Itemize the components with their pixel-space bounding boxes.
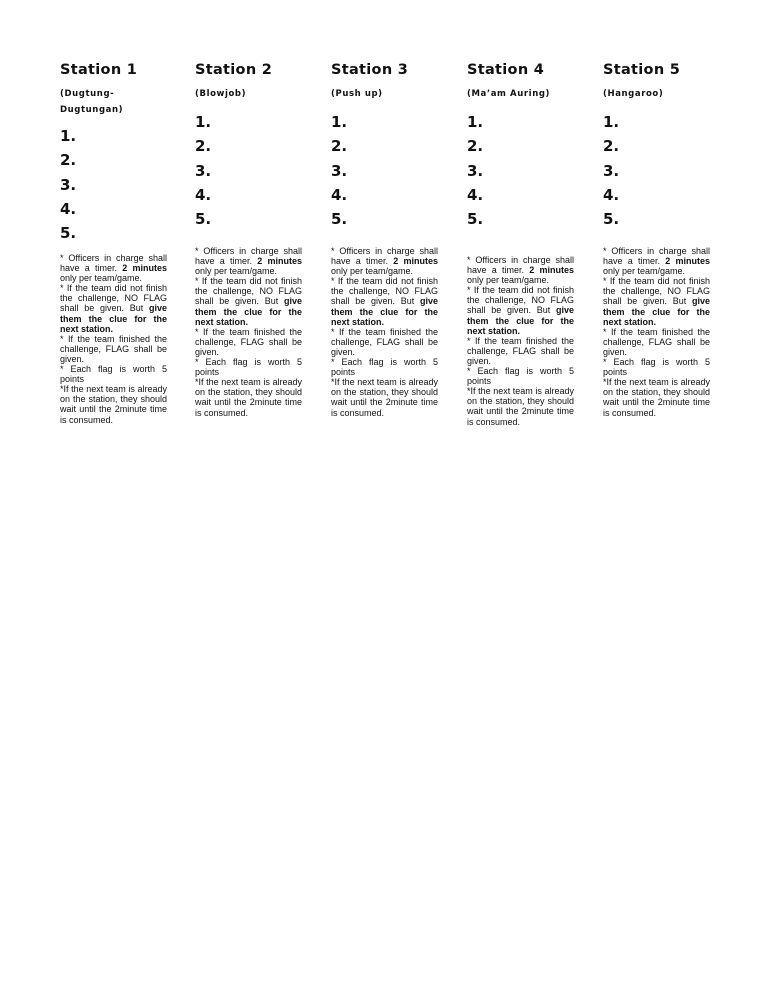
list-item: 2. <box>331 137 348 156</box>
rule-flag-given: * If the team finished the challenge, FLAG shall be given. <box>603 326 710 357</box>
list-item: 3. <box>467 161 484 180</box>
station-rules <box>60 253 167 425</box>
list-item: 4. <box>603 185 620 204</box>
list-item: 2. <box>467 137 484 156</box>
list-item: 2. <box>195 137 212 156</box>
station-subtitle: (Push up) <box>331 89 383 99</box>
rule-flag-worth: * Each flag is worth 5 points <box>467 366 574 387</box>
list-item: 5. <box>467 210 484 229</box>
rule-flag-given: * If the team finished the challenge, FLAG shall be given. <box>331 326 438 357</box>
station-rules <box>331 246 438 418</box>
list-item: 4. <box>467 185 484 204</box>
rule-flag-given: * If the team finished the challenge, FLAG shall be given. <box>195 326 302 357</box>
list-item: 1. <box>60 127 77 145</box>
rule-timer: * Officers in charge shall have a timer. 2 minutes only per team/game. <box>195 246 302 277</box>
rule-flag-worth: * Each flag is worth 5 points <box>331 357 438 378</box>
list-item: 5. <box>60 224 77 243</box>
station-rules <box>603 246 710 418</box>
rule-no-flag: * If the team did not finish the challenge, NO FLAG shall be given. But give them the clue for the next station. <box>60 283 167 334</box>
station-title: Station 4 <box>467 62 545 78</box>
list-item: 2. <box>603 137 620 156</box>
rule-timer: * Officers in charge shall have a timer. 2 minutes only per team/game. <box>467 255 574 286</box>
rule-next-team: *If the next team is already on the station, they should wait until the 2minute time is consumed. <box>331 377 438 418</box>
rule-next-team: *If the next team is already on the station, they should wait until the 2minute time is consumed. <box>603 377 710 418</box>
list-item: 5. <box>195 210 212 229</box>
station-rules <box>467 255 574 427</box>
list-item: 3. <box>331 161 348 180</box>
list-item: 3. <box>60 175 77 194</box>
rule-timer: * Officers in charge shall have a timer. 2 minutes only per team/game. <box>603 246 710 277</box>
station-title: Station 5 <box>603 62 681 78</box>
rule-next-team: *If the next team is already on the station, they should wait until the 2minute time is consumed. <box>467 386 574 427</box>
numbered-list <box>331 110 347 231</box>
list-item: 4. <box>60 199 77 218</box>
rule-no-flag: * If the team did not finish the challenge, NO FLAG shall be given. But give them the clue for the next station. <box>603 276 710 327</box>
list-item: 5. <box>603 210 620 229</box>
rule-flag-worth: * Each flag is worth 5 points <box>60 364 167 385</box>
list-item: 3. <box>195 161 212 180</box>
numbered-list <box>603 110 619 231</box>
list-item: 4. <box>195 185 212 204</box>
station-title: Station 2 <box>195 62 273 78</box>
rule-no-flag: * If the team did not finish the challenge, NO FLAG shall be given. But give them the clue for the next station. <box>331 276 438 327</box>
rule-no-flag: * If the team did not finish the challenge, NO FLAG shall be given. But give them the clue for the next station. <box>467 285 574 336</box>
list-item: 1. <box>603 113 620 131</box>
rule-next-team: *If the next team is already on the station, they should wait until the 2minute time is consumed. <box>195 377 302 418</box>
rule-timer: * Officers in charge shall have a timer. 2 minutes only per team/game. <box>60 253 167 284</box>
station-subtitle: (Blowjob) <box>195 89 247 99</box>
station-title: Station 3 <box>331 62 409 78</box>
list-item: 4. <box>331 185 348 204</box>
rule-timer: * Officers in charge shall have a timer. 2 minutes only per team/game. <box>331 246 438 277</box>
numbered-list <box>60 124 76 245</box>
list-item: 3. <box>603 161 620 180</box>
list-item: 1. <box>331 113 348 131</box>
station-subtitle: (Dugtung-Dugtungan) <box>60 89 124 115</box>
rule-flag-given: * If the team finished the challenge, FLAG shall be given. <box>60 333 167 364</box>
rule-next-team: *If the next team is already on the station, they should wait until the 2minute time is consumed. <box>60 384 167 425</box>
numbered-list <box>467 110 483 231</box>
station-subtitle: (Hangaroo) <box>603 89 664 99</box>
station-rules <box>195 246 302 418</box>
rule-no-flag: * If the team did not finish the challenge, NO FLAG shall be given. But give them the clue for the next station. <box>195 276 302 327</box>
list-item: 2. <box>60 151 77 170</box>
station-subtitle: (Ma’am Auring) <box>467 89 551 99</box>
list-item: 1. <box>195 113 212 131</box>
rule-flag-given: * If the team finished the challenge, FLAG shall be given. <box>467 335 574 366</box>
rule-flag-worth: * Each flag is worth 5 points <box>195 357 302 378</box>
station-title: Station 1 <box>60 62 138 78</box>
list-item: 5. <box>331 210 348 229</box>
list-item: 1. <box>467 113 484 131</box>
rule-flag-worth: * Each flag is worth 5 points <box>603 357 710 378</box>
numbered-list <box>195 110 211 231</box>
